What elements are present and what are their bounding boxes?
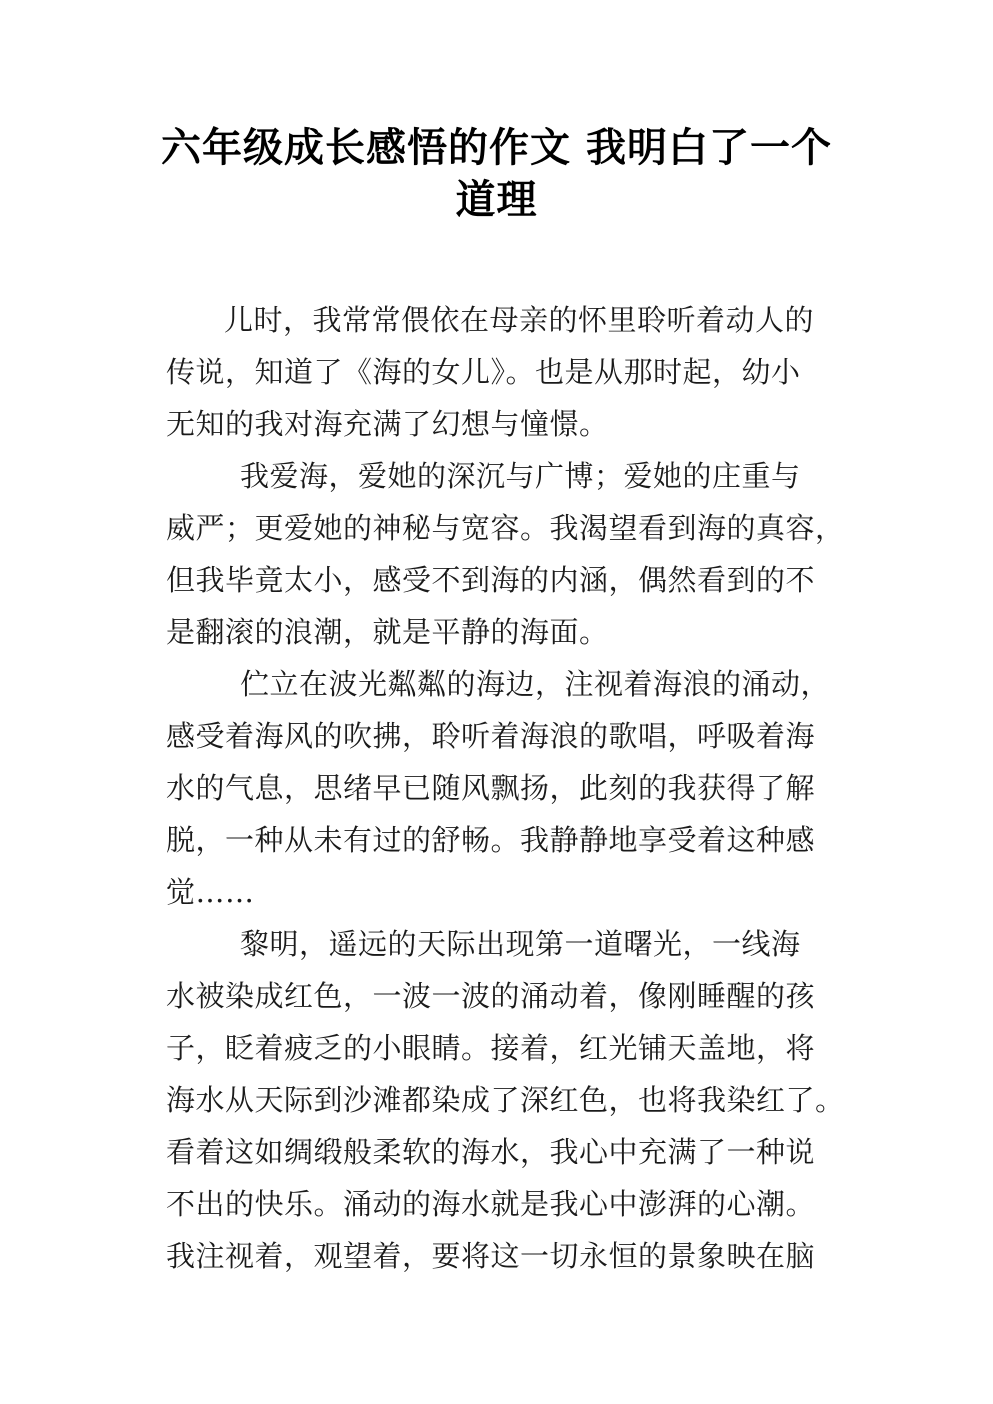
text-line: 觉……: [166, 875, 255, 909]
text-line: 感受着海风的吹拂，聆听着海浪的歌唱，呼吸着海: [166, 719, 816, 753]
text-line: 脱，一种从未有过的舒畅。我静静地享受着这种感: [166, 823, 816, 857]
text-line: 威严；更爱她的神秘与宽容。我渴望看到海的真容，: [166, 511, 845, 545]
text-line: 我爱海，爱她的深沉与广博；爱她的庄重与: [240, 459, 801, 493]
text-line: 海水从天际到沙滩都染成了深红色，也将我染红了。: [166, 1083, 845, 1117]
text-line: 儿时，我常常偎依在母亲的怀里聆听着动人的: [224, 303, 815, 337]
text-line: 传说，知道了《海的女儿》。也是从那时起，幼小: [166, 355, 801, 389]
text-line: 我注视着，观望着，要将这一切永恒的景象映在脑: [166, 1239, 816, 1273]
text-line: 黎明，遥远的天际出现第一道曙光，一线海: [240, 927, 801, 961]
text-line: 是翻滚的浪潮，就是平静的海面。: [166, 615, 609, 649]
text-line: 无知的我对海充满了幻想与憧憬。: [166, 407, 609, 441]
document-title-line-2: 道理: [455, 177, 538, 223]
text-line: 看着这如绸缎般柔软的海水，我心中充满了一种说: [166, 1135, 816, 1169]
text-line: 不出的快乐。涌动的海水就是我心中澎湃的心潮。: [166, 1187, 816, 1221]
text-line: 但我毕竟太小，感受不到海的内涵，偶然看到的不: [166, 563, 816, 597]
text-line: 水被染成红色，一波一波的涌动着，像刚睡醒的孩: [166, 979, 816, 1013]
text-line: 子，眨着疲乏的小眼睛。接着，红光铺天盖地，将: [166, 1031, 816, 1065]
text-line: 水的气息，思绪早已随风飘扬，此刻的我获得了解: [166, 771, 816, 805]
text-line: 伫立在波光粼粼的海边，注视着海浪的涌动，: [240, 667, 831, 701]
document-title-line-1: 六年级成长感悟的作文 我明白了一个: [161, 125, 832, 171]
